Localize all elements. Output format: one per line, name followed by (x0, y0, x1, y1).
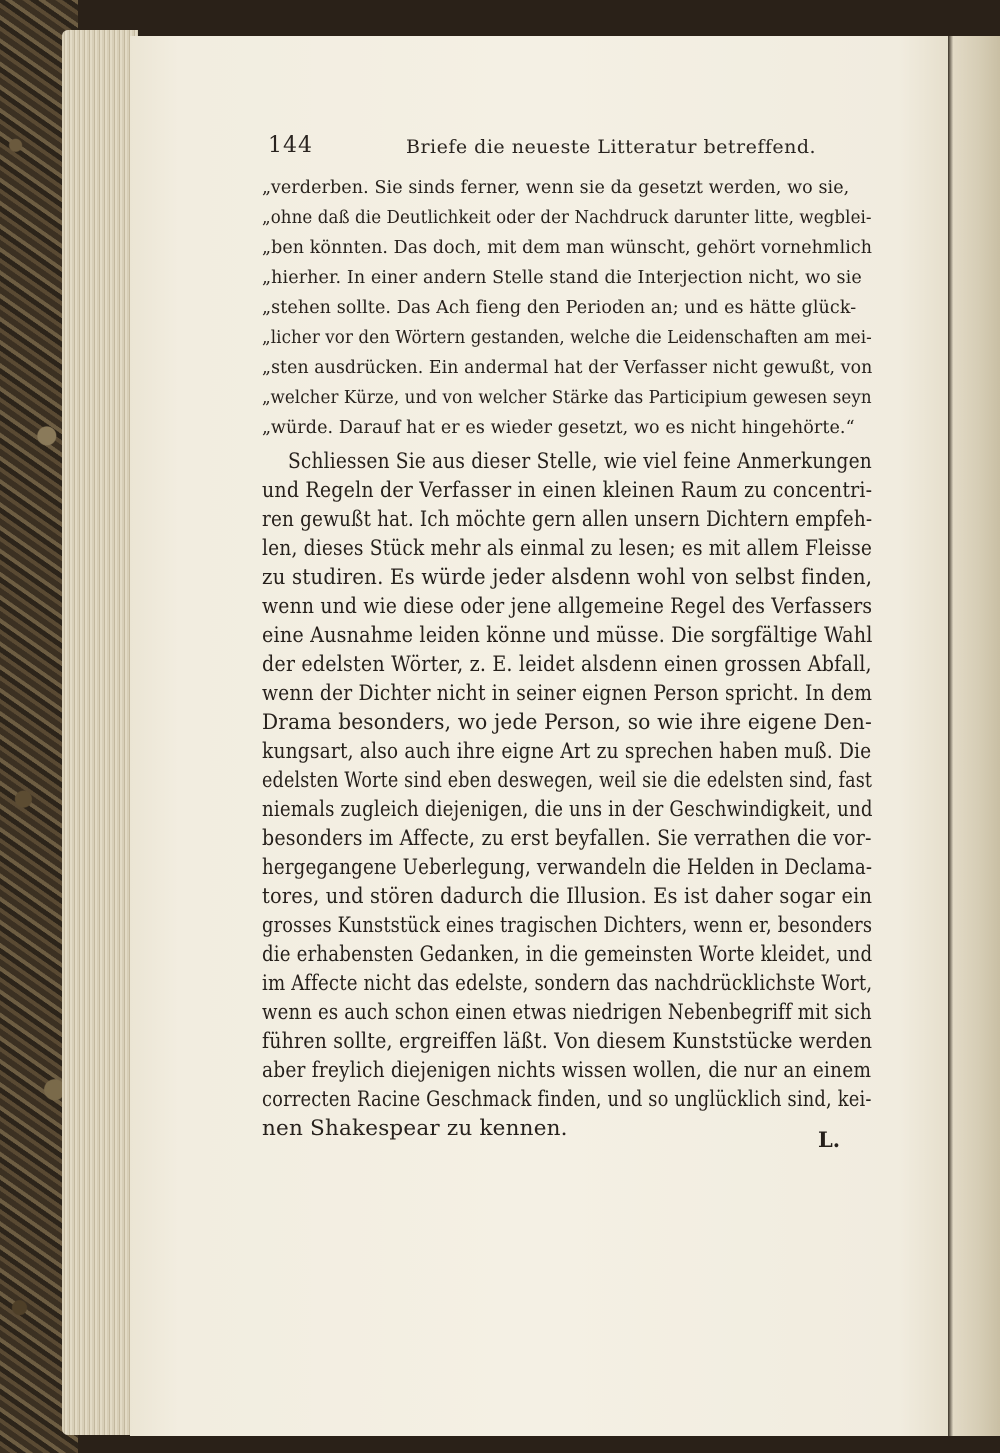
quoted-line: „sten ausdrücken. Ein andermal hat der Verfasser nicht gewußt, von (262, 358, 873, 378)
body-line: hergegangene Ueberlegung, verwandeln die Helden in Declama- (262, 855, 873, 880)
body-line: aber freylich diejenigen nichts wissen wollen, die nur an einem (262, 1058, 872, 1083)
body-line: Schliessen Sie aus dieser Stelle, wie viel feine Anmerkungen (288, 449, 872, 474)
body-line: zu studiren. Es würde jeder alsdenn wohl von selbst finden, (262, 565, 873, 590)
body-line: grosses Kunststück eines tragischen Dichters, wenn er, besonders (262, 913, 873, 938)
quoted-line: „ben könnten. Das doch, mit dem man wünscht, gehört vornehmlich (262, 238, 873, 258)
page-header (268, 133, 868, 167)
body-line: ren gewußt hat. Ich möchte gern allen unsern Dichtern empfeh- (262, 507, 873, 532)
body-line: der edelsten Wörter, z. E. leidet alsdenn einen grossen Abfall, (262, 652, 872, 677)
body-line: besonders im Affecte, zu erst beyfallen. Sie verrathen die vor- (262, 826, 872, 851)
body-line: die erhabensten Gedanken, in die gemeinsten Worte kleidet, und (262, 942, 873, 967)
quoted-line: „stehen sollte. Das Ach fieng den Perioden an; und es hätte glück- (262, 298, 857, 318)
body-line: kungsart, also auch ihre eigne Art zu sprechen haben muß. Die (262, 739, 872, 764)
body-line: niemals zugleich diejenigen, die uns in der Geschwindigkeit, und (262, 797, 873, 822)
quoted-line: „ohne daß die Deutlichkeit oder der Nachdruck darunter litte, wegblei- (262, 208, 872, 228)
page-stack-edges (62, 30, 138, 1435)
body-line: wenn der Dichter nicht in seiner eignen Person spricht. In dem (262, 681, 873, 706)
quoted-line: „verderben. Sie sinds ferner, wenn sie da gesetzt werden, wo sie, (262, 178, 850, 198)
quoted-line: „würde. Darauf hat er es wieder gesetzt, wo es nicht hingehörte.“ (262, 418, 855, 438)
body-line: und Regeln der Verfasser in einen kleinen Raum zu concentri- (262, 478, 873, 503)
body-line: correcten Racine Geschmack finden, und so unglücklich sind, kei- (262, 1087, 872, 1112)
page-number: 144 (268, 133, 313, 158)
body-line: len, dieses Stück mehr als einmal zu lesen; es mit allem Fleisse (262, 536, 873, 561)
quoted-line: „welcher Kürze, und von welcher Stärke das Participium gewesen seyn (262, 388, 872, 408)
author-signature: L. (818, 1127, 841, 1152)
body-line: wenn es auch schon einen etwas niedrigen Nebenbegriff mit sich (262, 1000, 872, 1025)
body-line: nen Shakespear zu kennen. (262, 1116, 568, 1141)
body-line: Drama besonders, wo jede Person, so wie ihre eigene Den- (262, 710, 872, 735)
body-line: wenn und wie diese oder jene allgemeine Regel des Verfassers (262, 594, 873, 619)
body-line: eine Ausnahme leiden könne und müsse. Die sorgfältige Wahl (262, 623, 873, 648)
body-line: edelsten Worte sind eben deswegen, weil sie die edelsten sind, fast (262, 768, 873, 793)
facing-page-edge (948, 36, 1000, 1436)
quoted-line: „hierher. In einer andern Stelle stand die Interjection nicht, wo sie (262, 268, 862, 288)
body-line: tores, und stören dadurch die Illusion. Es ist daher sogar ein (262, 884, 873, 909)
body-line: im Affecte nicht das edelste, sondern das nachdrücklichste Wort, (262, 971, 873, 996)
body-line: führen sollte, ergreiffen läßt. Von diesem Kunststücke werden (262, 1029, 873, 1054)
quoted-line: „licher vor den Wörtern gestanden, welche die Leidenschaften am mei- (262, 328, 872, 348)
running-head: Briefe die neueste Litteratur betreffend. (406, 136, 817, 158)
